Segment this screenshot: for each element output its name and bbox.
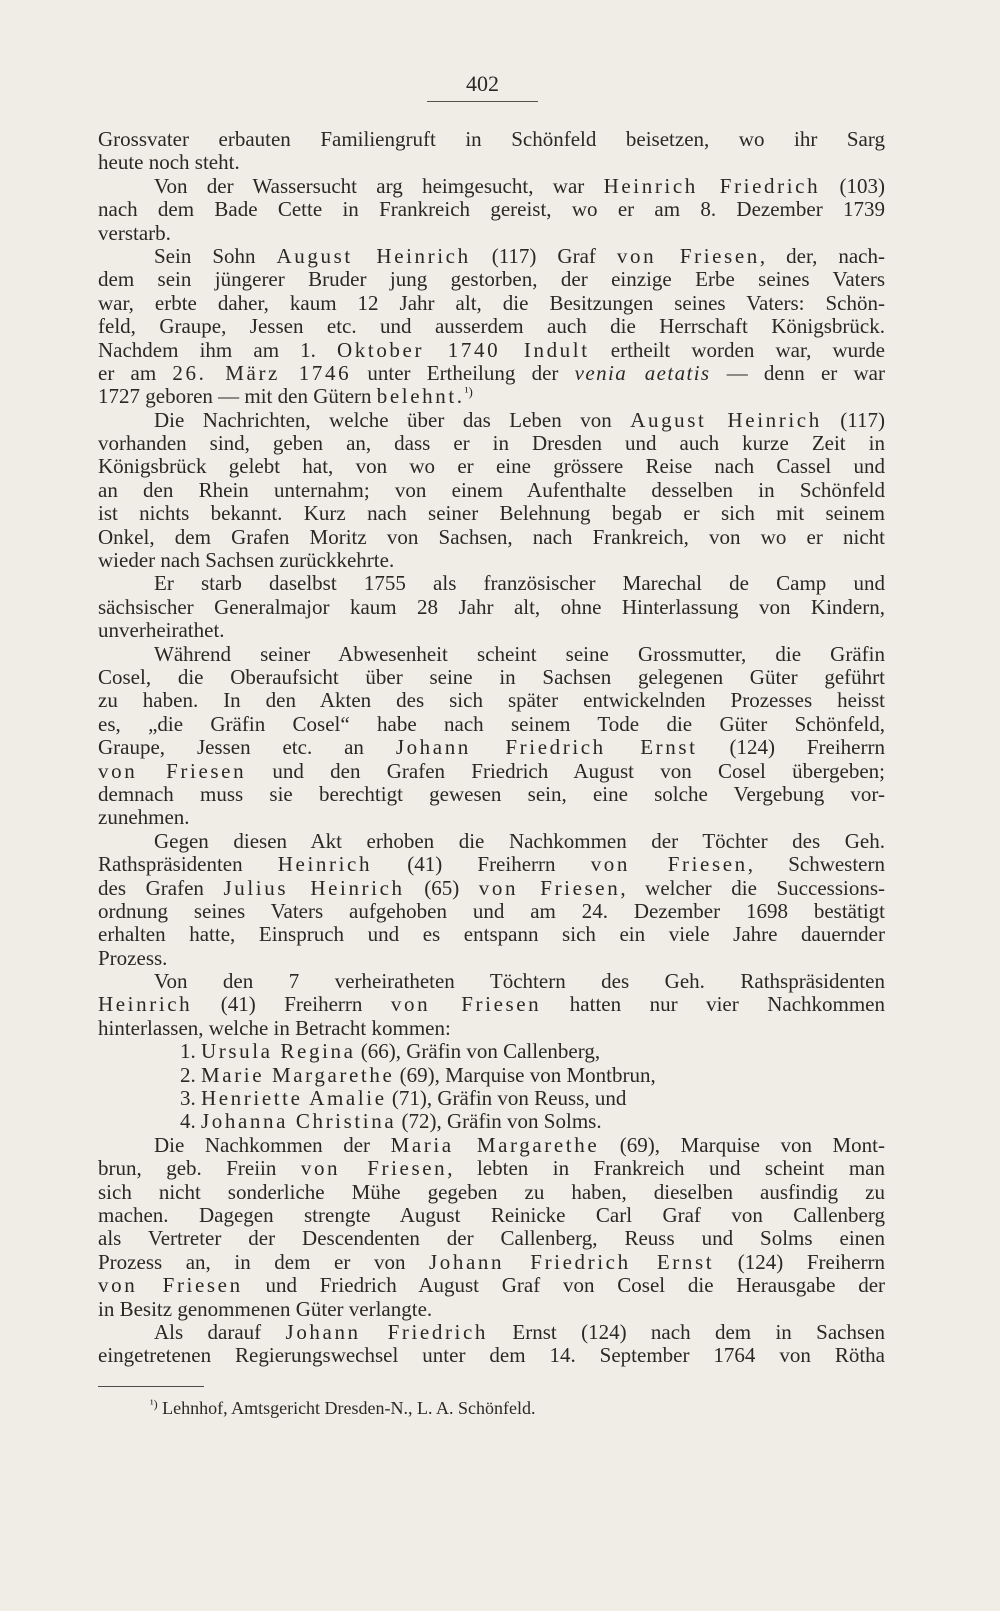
text-segment: (71), Gräfin von Reuss, und bbox=[386, 1086, 627, 1111]
text-line bbox=[98, 432, 885, 455]
text-segment: Graupe, Jessen etc. an bbox=[98, 735, 396, 760]
text-segment: unter Ertheilung der bbox=[351, 360, 575, 385]
spaced-name: von Friesen bbox=[478, 875, 621, 900]
spaced-name: Oktober 1740 Indult bbox=[337, 337, 590, 362]
spaced-name: von Friesen bbox=[390, 992, 542, 1017]
text-segment: hinterlassen, welche in Betracht kommen: bbox=[98, 1015, 451, 1040]
text-segment: (41) Freiherrn bbox=[372, 852, 591, 877]
text-line bbox=[98, 1251, 885, 1274]
text-line bbox=[98, 1227, 885, 1250]
text-line bbox=[98, 455, 885, 478]
text-segment: Die Nachrichten, welche über das Leben von bbox=[154, 407, 631, 432]
text-segment: (41) Freiherrn bbox=[192, 992, 391, 1017]
text-segment: er am bbox=[98, 360, 173, 385]
text-segment: Von den 7 verheiratheten Töchtern des Geh. Rathspräsidenten bbox=[154, 969, 885, 994]
spaced-name: Julius Heinrich bbox=[223, 875, 405, 900]
text-segment: Cosel, die Oberaufsicht über seine in Sachsen gelegenen Güter geführt bbox=[98, 664, 885, 689]
spaced-name: Johann Friedrich bbox=[285, 1319, 488, 1344]
text-line bbox=[98, 830, 885, 853]
spaced-name: von Friesen bbox=[616, 243, 760, 268]
text-segment: in Besitz genommenen Güter verlangte. bbox=[98, 1296, 433, 1321]
spaced-name: von Friesen bbox=[300, 1156, 448, 1181]
text-line bbox=[98, 1134, 885, 1157]
text-segment: vorhanden sind, geben an, dass er in Dresden und auch kurze Zeit in bbox=[98, 431, 885, 456]
text-line bbox=[98, 268, 885, 291]
text-segment: wieder nach Sachsen zurückkehrte. bbox=[98, 548, 395, 573]
text-line bbox=[98, 923, 885, 946]
text-segment: 1727 geboren — mit den Gütern bbox=[98, 384, 377, 409]
spaced-name: von Friesen bbox=[98, 1273, 243, 1298]
text-segment: demnach muss sie berechtigt gewesen sein, eine solche Vergebung vor- bbox=[98, 781, 885, 806]
text-segment: Gegen diesen Akt erhoben die Nachkommen der Töchter des Geh. bbox=[154, 828, 885, 853]
spaced-name: Heinrich Friedrich bbox=[603, 173, 821, 198]
text-segment: (72), Gräfin von Solms. bbox=[396, 1109, 602, 1134]
text-line bbox=[98, 993, 885, 1016]
text-line bbox=[98, 151, 885, 174]
spaced-name: 26. März 1746 bbox=[172, 360, 352, 385]
footnote-reference: ¹) bbox=[464, 384, 473, 400]
text-line bbox=[98, 502, 885, 525]
spaced-name: von Friesen bbox=[590, 852, 748, 877]
text-segment: 1. bbox=[180, 1039, 201, 1064]
spaced-name: Johann Friedrich Ernst bbox=[395, 735, 698, 760]
spaced-name: Ursula Regina bbox=[201, 1039, 356, 1064]
text-line bbox=[98, 736, 885, 759]
text-segment: Grossvater erbauten Familiengruft in Schönfeld beisetzen, wo ihr Sarg bbox=[98, 127, 885, 151]
spaced-name: Johann Friedrich Ernst bbox=[429, 1249, 715, 1274]
text-line bbox=[98, 1298, 885, 1321]
text-segment: 3. bbox=[180, 1086, 201, 1111]
text-line bbox=[98, 1181, 885, 1204]
text-segment: hatten nur vier Nachkommen bbox=[541, 992, 886, 1017]
text-line bbox=[98, 479, 885, 502]
text-line bbox=[98, 713, 885, 736]
body-text bbox=[98, 128, 885, 1368]
text-segment: eingetretenen Regierungswechsel unter dem 14. September 1764 von Rötha bbox=[98, 1343, 885, 1368]
text-segment: zu haben. In den Akten des sich später entwickelnden Prozesses heisst bbox=[98, 688, 885, 713]
text-line bbox=[98, 385, 885, 408]
text-segment: Er starb daselbst 1755 als französischer Marechal de Camp und bbox=[154, 571, 885, 596]
text-line bbox=[98, 198, 885, 221]
text-segment: sächsischer Generalmajor kaum 28 Jahr alt, ohne Hinterlassung von Kindern, bbox=[98, 594, 885, 619]
text-line bbox=[98, 643, 885, 666]
text-line bbox=[98, 1274, 885, 1297]
spaced-name: August Heinrich bbox=[276, 243, 471, 268]
text-segment: Prozess an, in dem er von bbox=[98, 1249, 430, 1274]
text-line bbox=[98, 315, 885, 338]
text-line bbox=[98, 222, 885, 245]
spaced-name: belehnt. bbox=[376, 384, 465, 409]
italic-term: venia aetatis bbox=[574, 360, 711, 385]
text-line bbox=[98, 128, 885, 151]
text-segment: heute noch steht. bbox=[98, 150, 240, 175]
text-line bbox=[98, 900, 885, 923]
text-segment: war, erbte daher, kaum 12 Jahr alt, die Besitzungen seines Vaters: Schön- bbox=[98, 290, 885, 315]
text-segment: Die Nachkommen der bbox=[154, 1132, 391, 1157]
text-segment: Als darauf bbox=[154, 1319, 286, 1344]
text-segment: dem sein jüngerer Bruder jung gestorben, der einzige Erbe seines Vaters bbox=[98, 267, 885, 292]
text-segment: ordnung seines Vaters aufgehoben und am 24. Dezember 1698 bestätigt bbox=[98, 898, 885, 923]
text-segment: Königsbrück gelebt hat, von wo er eine grössere Reise nach Cassel und bbox=[98, 454, 885, 479]
text-segment: 4. bbox=[180, 1109, 201, 1134]
text-line bbox=[98, 362, 885, 385]
text-line bbox=[98, 783, 885, 806]
text-line bbox=[98, 970, 885, 993]
text-segment: Sein Sohn bbox=[154, 243, 277, 268]
text-line bbox=[98, 572, 885, 595]
text-line bbox=[98, 292, 885, 315]
list-item bbox=[98, 1087, 885, 1110]
text-segment: und den Grafen Friedrich August von Cosel übergeben; bbox=[246, 758, 885, 783]
text-segment: machen. Dagegen strengte August Reinicke Carl Graf von Callenberg bbox=[98, 1202, 885, 1227]
text-segment: (117) Graf bbox=[470, 243, 617, 268]
spaced-name: Marie Margarethe bbox=[201, 1062, 395, 1087]
spaced-name: Heinrich bbox=[277, 852, 373, 877]
text-segment: unverheirathet. bbox=[98, 618, 225, 643]
text-line bbox=[98, 526, 885, 549]
text-line bbox=[98, 1204, 885, 1227]
text-segment: und Friedrich August Graf von Cosel die Herausgabe der bbox=[242, 1273, 886, 1298]
text-segment: (124) Freiherrn bbox=[697, 735, 885, 760]
text-segment: (103) bbox=[820, 173, 885, 198]
text-segment: (65) bbox=[404, 875, 479, 900]
text-line bbox=[98, 339, 885, 362]
spaced-name: Heinrich bbox=[98, 992, 193, 1017]
text-segment: , Schwestern bbox=[747, 852, 885, 877]
text-line bbox=[98, 1157, 885, 1180]
text-line bbox=[98, 666, 885, 689]
text-segment: ist nichts bekannt. Kurz nach seiner Belehnung begab er sich mit seinem bbox=[98, 501, 885, 526]
text-segment: Während seiner Abwesenheit scheint seine Grossmutter, die Gräfin bbox=[154, 641, 885, 666]
text-line bbox=[98, 760, 885, 783]
footnote-text: Lehnhof, Amtsgericht Dresden-N., L. A. Schönfeld. bbox=[157, 1398, 536, 1418]
text-line bbox=[98, 409, 885, 432]
text-line bbox=[98, 1321, 885, 1344]
text-segment: Onkel, dem Grafen Moritz von Sachsen, nach Frankreich, von wo er nicht bbox=[98, 524, 885, 549]
text-segment: ertheilt worden war, wurde bbox=[589, 337, 885, 362]
spaced-name: Maria Margarethe bbox=[390, 1132, 600, 1157]
text-line bbox=[98, 596, 885, 619]
footnote-marker: ¹) bbox=[150, 1397, 158, 1411]
text-segment: Prozess. bbox=[98, 945, 168, 970]
text-segment: verstarb. bbox=[98, 220, 171, 245]
text-segment: Von der Wassersucht arg heimgesucht, war bbox=[154, 173, 604, 198]
text-segment: zunehmen. bbox=[98, 805, 190, 830]
text-line bbox=[98, 947, 885, 970]
text-line bbox=[98, 877, 885, 900]
text-segment: erhalten hatte, Einspruch und es entspann sich ein viele Jahre dauernder bbox=[98, 922, 885, 947]
text-segment: brun, geb. Freiin bbox=[98, 1156, 301, 1181]
text-segment: feld, Graupe, Jessen etc. und ausserdem auch die Herrschaft Königsbrück. bbox=[98, 314, 885, 339]
spaced-name: August Heinrich bbox=[630, 407, 822, 432]
text-segment: (69), Marquise von Mont- bbox=[599, 1132, 885, 1157]
text-segment: (66), Gräfin von Callenberg, bbox=[355, 1039, 601, 1064]
text-segment: , der, nach- bbox=[759, 243, 885, 268]
text-segment: 2. bbox=[180, 1062, 201, 1087]
text-line bbox=[98, 245, 885, 268]
list-item bbox=[98, 1110, 885, 1133]
text-line bbox=[98, 175, 885, 198]
text-line bbox=[98, 619, 885, 642]
text-line bbox=[98, 689, 885, 712]
text-segment: nach dem Bade Cette in Frankreich gereist, wo er am 8. Dezember 1739 bbox=[98, 197, 885, 222]
list-item bbox=[98, 1040, 885, 1063]
spaced-name: von Friesen bbox=[98, 758, 247, 783]
list-item bbox=[98, 1064, 885, 1087]
text-segment: (117) bbox=[821, 407, 885, 432]
text-segment: (69), Marquise von Montbrun, bbox=[394, 1062, 656, 1087]
text-line bbox=[98, 1017, 885, 1040]
text-line bbox=[98, 1344, 885, 1367]
page-number: 402 bbox=[427, 71, 538, 102]
text-segment: an den Rhein unternahm; von einem Aufenthalte desselben in Schönfeld bbox=[98, 477, 885, 502]
text-line bbox=[98, 806, 885, 829]
spaced-name: Henriette Amalie bbox=[201, 1086, 387, 1111]
footnote bbox=[150, 1397, 536, 1419]
text-segment: als Vertreter der Descendenten der Callenberg, Reuss und Solms einen bbox=[98, 1226, 885, 1251]
text-segment: , welcher die Successions- bbox=[620, 875, 885, 900]
text-segment: Ernst (124) nach dem in Sachsen bbox=[488, 1319, 885, 1344]
text-segment: sich nicht sonderliche Mühe gegeben zu haben, dieselben ausfindig zu bbox=[98, 1179, 885, 1204]
text-segment: , lebten in Frankreich und scheint man bbox=[447, 1156, 886, 1181]
text-segment: es, „die Gräfin Cosel“ habe nach seinem Tode die Güter Schönfeld, bbox=[98, 711, 885, 736]
footnote-rule bbox=[98, 1386, 204, 1387]
text-segment: des Grafen bbox=[98, 875, 224, 900]
text-segment: Rathspräsidenten bbox=[98, 852, 278, 877]
spaced-name: Johanna Christina bbox=[201, 1109, 397, 1134]
text-line bbox=[98, 853, 885, 876]
text-segment: Nachdem ihm am 1. bbox=[98, 337, 338, 362]
text-line bbox=[98, 549, 885, 572]
text-segment: — denn er war bbox=[710, 360, 885, 385]
text-segment: (124) Freiherrn bbox=[714, 1249, 885, 1274]
